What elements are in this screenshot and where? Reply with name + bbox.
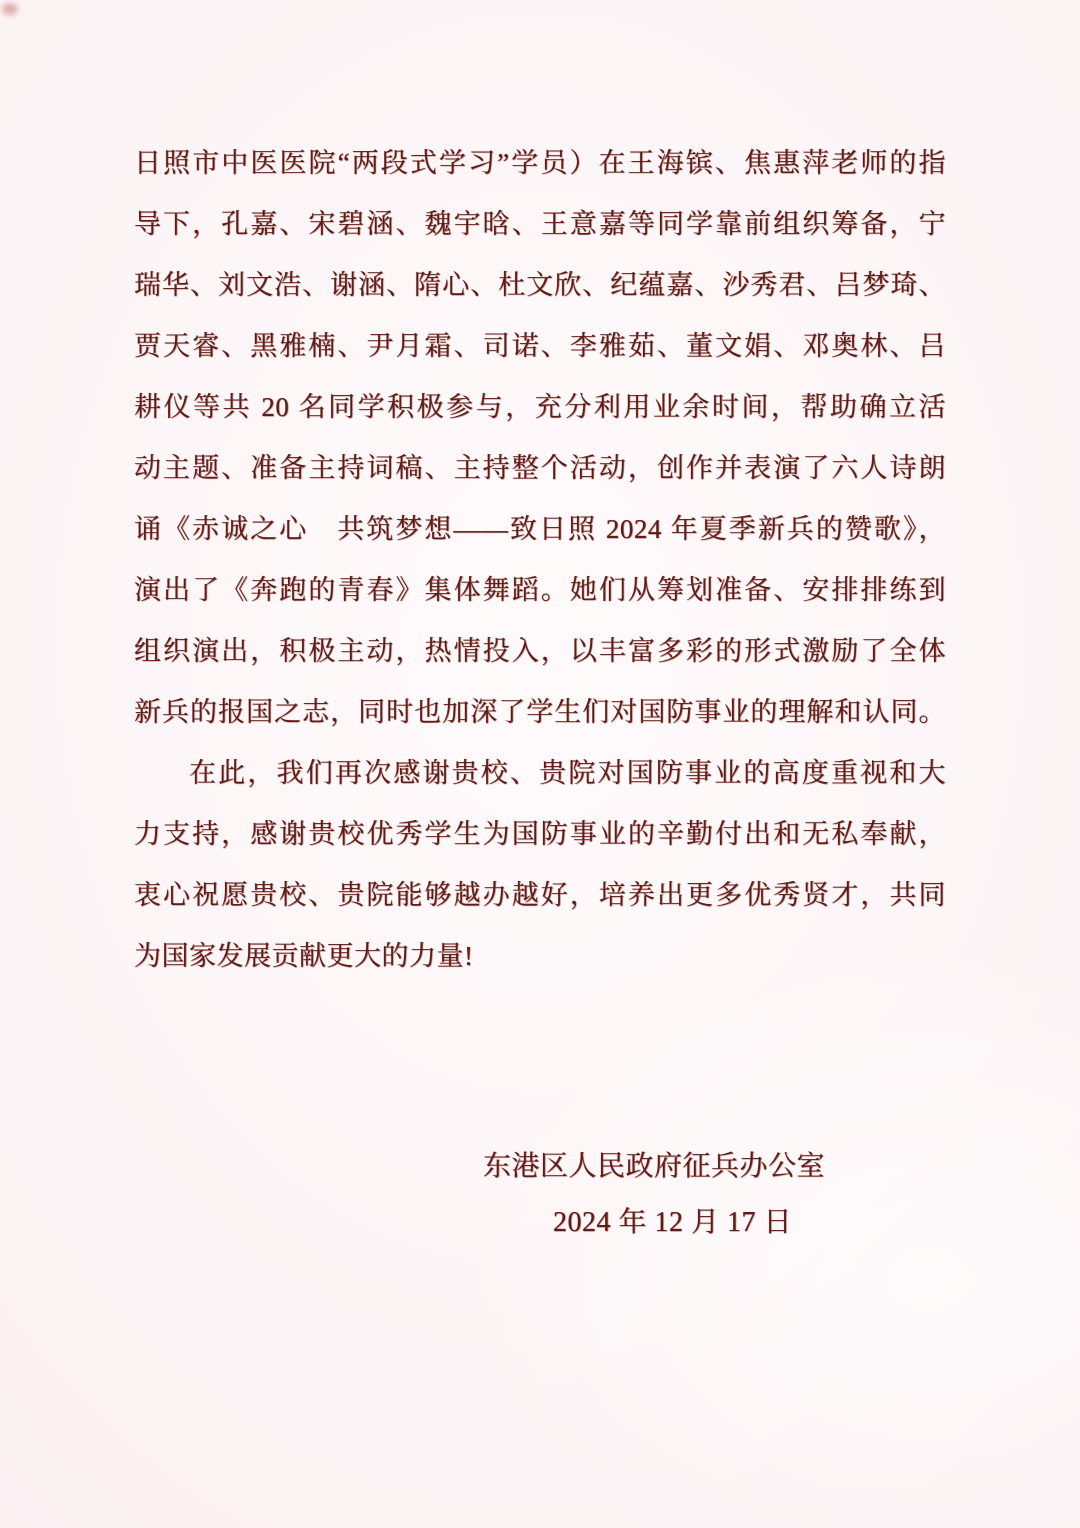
scan-artifact-dot xyxy=(2,3,18,15)
body-line-4: 贾天睿、黑雅楠、尹月霜、司诺、李雅茹、董文娟、邓奥林、吕 xyxy=(134,331,946,361)
body-line-5: 耕仪等共 20 名同学积极参与，充分利用业余时间，帮助确立活 xyxy=(134,392,946,422)
body-line-8: 演出了《奔跑的青春》集体舞蹈。她们从筹划准备、安排排练到 xyxy=(134,575,946,605)
body-line-12: 力支持，感谢贵校优秀学生为国防事业的辛勤付出和无私奉献， xyxy=(134,819,946,849)
body-line-3: 瑞华、刘文浩、谢涵、隋心、杜文欣、纪蕴嘉、沙秀君、吕梦琦、 xyxy=(134,270,946,300)
body-line-13: 衷心祝愿贵校、贵院能够越办越好，培养出更多优秀贤才，共同 xyxy=(134,880,946,910)
body-line-2: 导下，孔嘉、宋碧涵、魏宇晗、王意嘉等同学靠前组织筹备，宁 xyxy=(134,209,946,239)
body-line-14-paragraph-end: 为国家发展贡献更大的力量! xyxy=(134,941,474,971)
body-line-6: 动主题、准备主持词稿、主持整个活动，创作并表演了六人诗朗 xyxy=(134,453,946,483)
signature-office-name: 东港区人民政府征兵办公室 xyxy=(483,1151,826,1182)
body-line-9: 组织演出，积极主动，热情投入，以丰富多彩的形式激励了全体 xyxy=(134,636,946,666)
signature-date: 2024 年 12 月 17 日 xyxy=(553,1207,793,1238)
body-line-7: 诵《赤诚之心 共筑梦想——致日照 2024 年夏季新兵的赞歌》， xyxy=(134,514,946,544)
body-line-1: 日照市中医医院“两段式学习”学员）在王海镔、焦惠萍老师的指 xyxy=(134,148,946,178)
letter-body xyxy=(134,133,946,987)
body-line-11-paragraph-start: 在此，我们再次感谢贵校、贵院对国防事业的高度重视和大 xyxy=(189,758,946,788)
body-line-10: 新兵的报国之志，同时也加深了学生们对国防事业的理解和认同。 xyxy=(134,697,946,727)
